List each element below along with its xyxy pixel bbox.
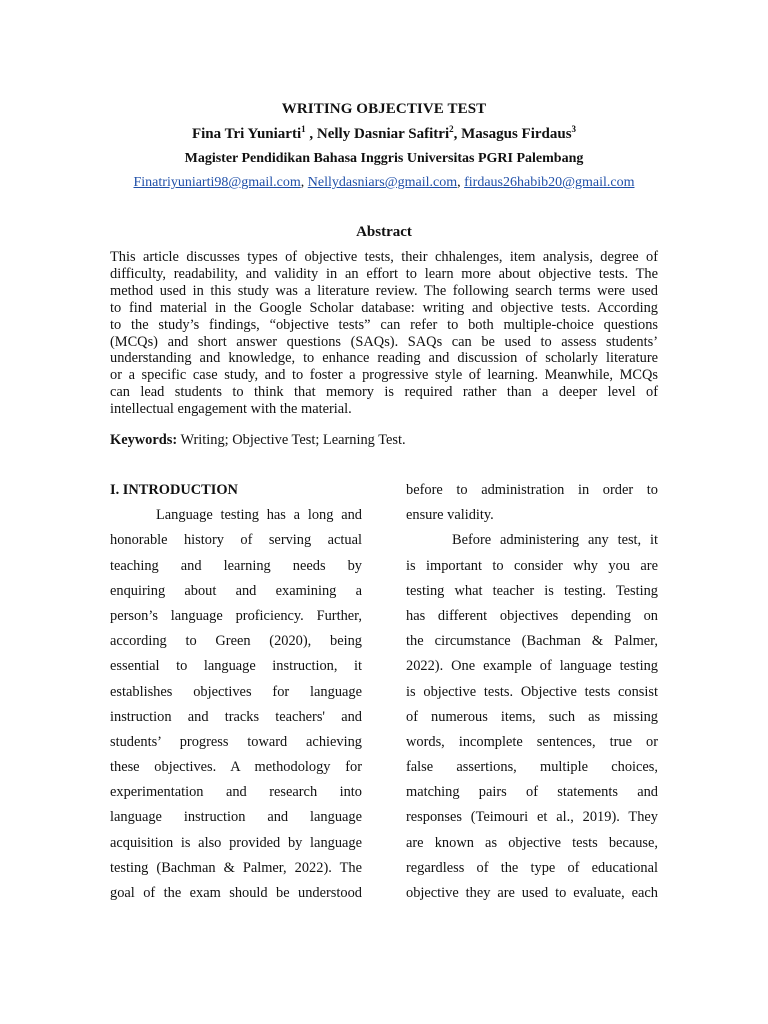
section-heading: I. INTRODUCTION — [110, 482, 238, 498]
body-line: enquiring about and examining a — [110, 582, 362, 599]
body-line: testing (Bachman & Palmer, 2022). The — [110, 859, 362, 876]
body-line: students’ progress toward achieving — [110, 733, 362, 750]
author-name: Nelly Dasniar Safitri — [316, 126, 450, 142]
body-line: responses (Teimouri et al., 2019). They — [406, 809, 658, 826]
body-line: has different objectives depending on — [406, 607, 658, 624]
body-line: Before administering any test, it — [452, 532, 658, 549]
abstract-text — [110, 249, 658, 418]
body-line: regardless of the type of educational — [406, 859, 658, 876]
keywords-text: Writing; Objective Test; Learning Test. — [177, 432, 406, 448]
keywords — [110, 432, 658, 449]
author-affiliation-mark: 1 — [301, 124, 306, 134]
email-separator: , — [457, 175, 465, 190]
body-line: establishes objectives for language — [110, 683, 362, 700]
body-line: person’s language proficiency. Further, — [110, 607, 362, 624]
author-affiliation-mark: 3 — [571, 124, 577, 134]
abstract-line: to the study’s findings, “objective tests” can refer to both multiple-choice questions — [110, 316, 658, 333]
body-line: ensure validity. — [406, 507, 494, 524]
body-line: is objective tests. Objective tests consist — [406, 683, 658, 700]
email-separator: , — [300, 175, 308, 190]
abstract-line: to find material in the Google Scholar database: writing and objective tests. According — [110, 299, 658, 316]
body-line: are known as objective tests because, — [406, 834, 658, 851]
body-line: false assertions, multiple choices, — [406, 759, 658, 776]
email-list — [0, 175, 768, 191]
author-separator: , — [453, 126, 462, 142]
email-link[interactable]: Finatriyuniarti98@gmail.com — [133, 175, 301, 190]
abstract-line: difficulty, readability, and validity in an effort to learn more about objective tests. The — [110, 265, 658, 282]
left-column — [110, 482, 362, 910]
body-line: matching pairs of statements and — [406, 784, 658, 801]
body-line: 2022). One example of language testing — [406, 658, 658, 675]
author-list — [0, 126, 768, 143]
body-line: testing what teacher is testing. Testing — [406, 582, 658, 599]
author-name: Masagus Firdaus — [461, 126, 572, 142]
body-line: the circumstance (Bachman & Palmer, — [406, 633, 658, 650]
body-line: instruction and tracks teachers' and — [110, 708, 362, 725]
affiliation: Magister Pendidikan Bahasa Inggris Universitas PGRI Palembang — [184, 151, 584, 166]
author-name: Fina Tri Yuniarti — [191, 126, 302, 142]
abstract-line: This article discusses types of objective tests, their chhalenges, item analysis, degree of — [110, 249, 658, 265]
keywords-label: Keywords: — [110, 432, 178, 448]
body-line: words, incomplete sentences, true or — [406, 733, 658, 750]
abstract-line: method used in this study was a literature review. The following search terms were used — [110, 282, 658, 299]
abstract-line: can lead students to think that memory is required rather than a deeper level of — [110, 384, 658, 401]
body-line: is important to consider why you are — [406, 557, 658, 574]
author-affiliation-mark: 2 — [449, 124, 454, 134]
paper-title: WRITING OBJECTIVE TEST — [281, 101, 487, 117]
body-line: Language testing has a long and — [156, 507, 362, 524]
body-line: goal of the exam should be understood — [110, 885, 362, 901]
abstract-heading: Abstract — [356, 224, 412, 240]
body-line: acquisition is also provided by language — [110, 834, 362, 851]
body-line: essential to language instruction, it — [110, 658, 362, 675]
body-line: teaching and learning needs by — [110, 557, 362, 574]
body-line: language instruction and language — [110, 809, 362, 826]
abstract-line: intellectual engagement with the material. — [110, 401, 352, 418]
body-line: honorable history of serving actual — [110, 532, 362, 549]
abstract-line: (MCQs) and short answer questions (SAQs). SAQs can be used to assess students’ — [110, 333, 658, 350]
right-column — [406, 482, 658, 910]
abstract-line: or a specific case study, and to foster a progressive style of learning. Meanwhile, MCQs — [110, 367, 658, 384]
body-line: experimentation and research into — [110, 784, 362, 801]
body-line: before to administration in order to — [406, 482, 658, 498]
email-link[interactable]: firdaus26habib20@gmail.com — [464, 175, 635, 190]
abstract-line: understanding and knowledge, to enhance reading and discussion of scholarly literature — [110, 350, 658, 367]
email-link[interactable]: Nellydasniars@gmail.com — [307, 175, 458, 190]
author-separator: , — [305, 126, 317, 142]
body-line: of numerous items, such as missing — [406, 708, 658, 725]
body-line: objective they are used to evaluate, each — [406, 885, 658, 901]
body-line: these objectives. A methodology for — [110, 759, 362, 776]
body-line: according to Green (2020), being — [110, 633, 362, 650]
